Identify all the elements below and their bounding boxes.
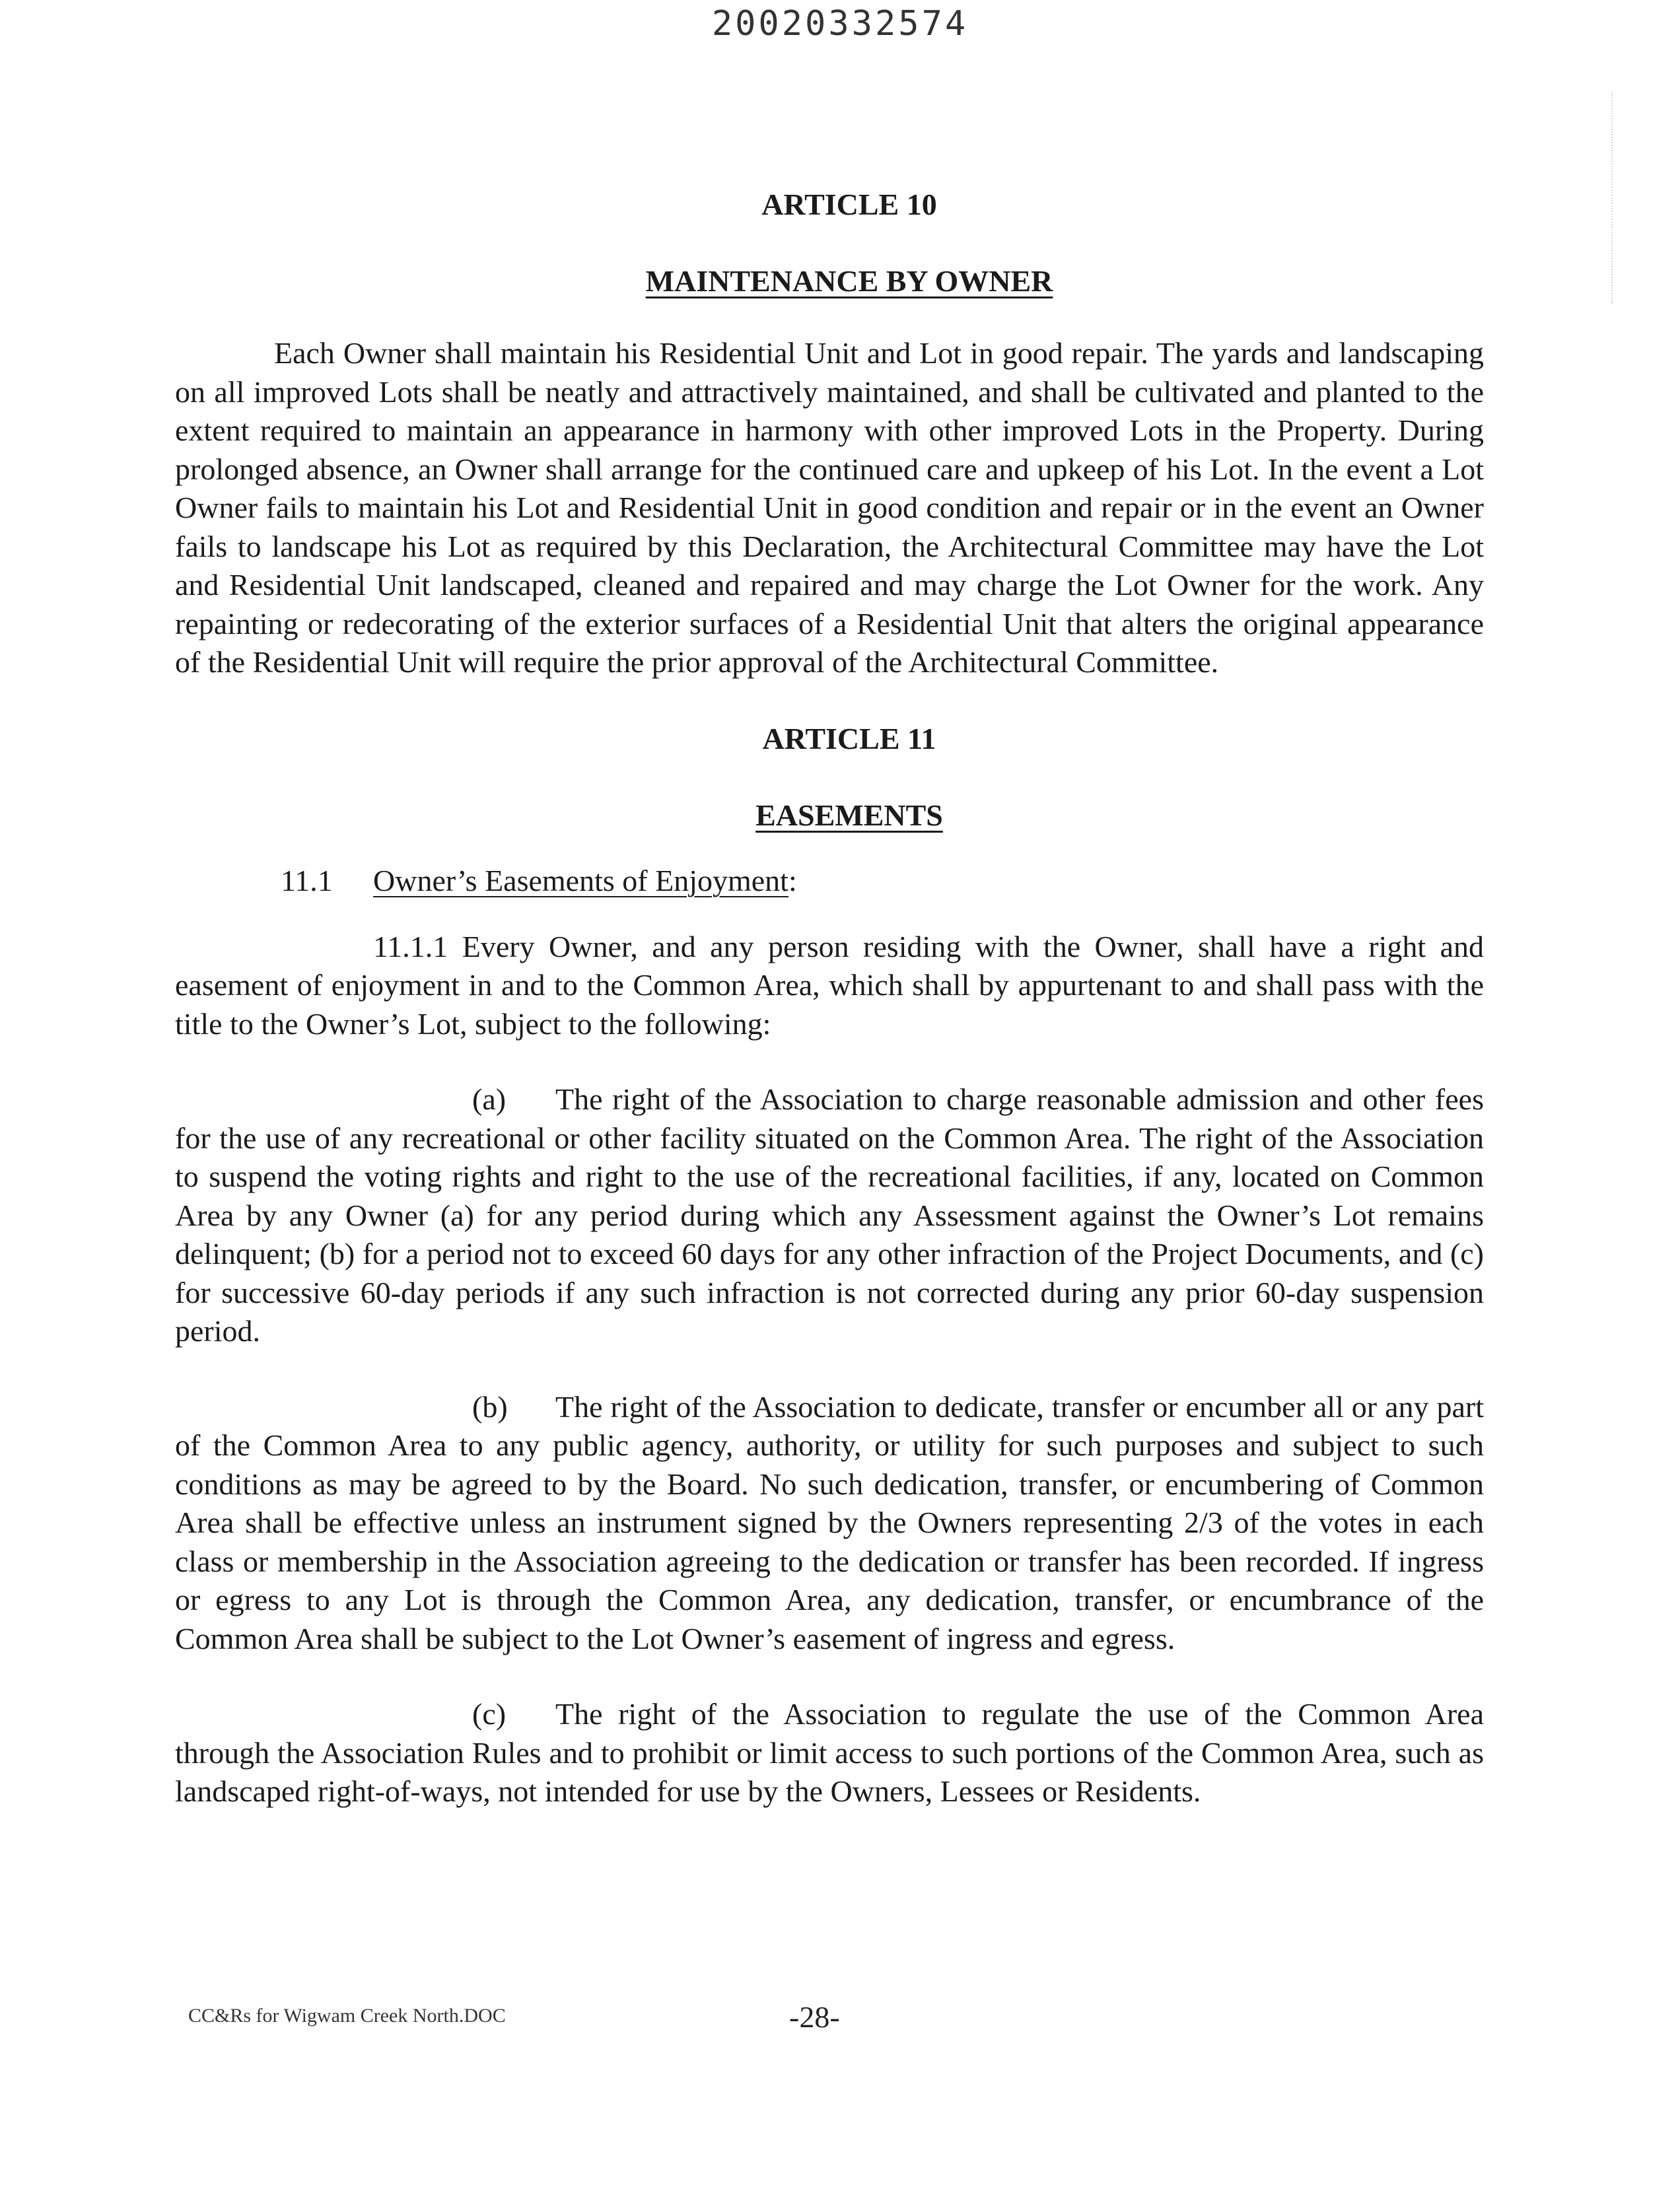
item-c-text: The right of the Association to regulate the use of the Common Area through the Association Rules and to prohibit or limit access to such portions of the Common Area, such as landscaped right-of-ways, not intended for use by the Owners, Lessees or Residents. xyxy=(175,1697,1484,1808)
scan-margin-marks xyxy=(1611,92,1626,304)
item-b-label: (b) xyxy=(472,1389,508,1424)
article-11-title xyxy=(175,796,1484,835)
item-b-text: The right of the Association to dedicate, transfer or encumber all or any part of the Common Area to any public agency, authority, or utility for such purposes and subject to such conditions as may be agreed to by the Board. No such dedication, transfer, or encumbering of Common Area shall be effective unless an instrument signed by the Owners representing 2/3 of the votes in each class or membership in the Association agreeing to the dedication or transfer has been recorded. If ingress or egress to any Lot is through the Common Area, any dedication, transfer, or encumbrance of the Common Area shall be subject to the Lot Owner’s easement of ingress and egress. xyxy=(175,1389,1484,1655)
footer-file-name: CC&Rs for Wigwam Creek North.DOC xyxy=(188,2005,506,2027)
article-11-heading: ARTICLE 11 xyxy=(762,721,936,755)
section-number: 11.1 xyxy=(281,863,333,897)
article-10-title-text: MAINTENANCE BY OWNER xyxy=(645,264,1053,298)
page-content xyxy=(175,185,1484,1811)
footer-page-number: -28- xyxy=(789,2000,840,2034)
article-11-title-text: EASEMENTS xyxy=(755,798,943,832)
article-10-title xyxy=(175,261,1484,301)
item-a-text: The right of the Association to charge reasonable admission and other fees for the use of any recreational or other facility situated on the Common Area. The right of the Association to suspend the voting rights and right to the use of the recreational facilities, if any, located on Common Area by any Owner (a) for any period during which any Assessment against the Owner’s Lot remains delinquent; (b) for a period not to exceed 60 days for any other infraction of the Project Documents, and (c) for successive 60-day periods if any such infraction is not corrected during any prior 60-day suspension period. xyxy=(175,1082,1484,1348)
article-10-paragraph: Each Owner shall maintain his Residential Unit and Lot in good repair. The yards and landscaping on all improved Lots shall be neatly and attractively maintained, and shall be cultivated and planted to the extent required to maintain an appearance in harmony with other improved Lots in the Property. During prolonged absence, an Owner shall arrange for the continued care and upkeep of his Lot. In the event a Lot Owner fails to maintain his Lot and Residential Unit in good condition and repair or in the event an Owner fails to landscape his Lot as required by this Declaration, the Architectural Committee may have the Lot and Residential Unit landscaped, cleaned and repaired and may charge the Lot Owner for the work. Any repainting or redecorating of the exterior surfaces of a Residential Unit that alters the original appearance of the Residential Unit will require the prior approval of the Architectural Committee. xyxy=(175,336,1484,679)
section-11-1 xyxy=(175,862,1484,900)
item-b xyxy=(175,1388,1484,1659)
footer xyxy=(188,2005,506,2027)
subsection-11-1-1: 11.1.1 Every Owner, and any person residing with the Owner, shall have a right and easement of enjoyment in and to the Common Area, which shall by appurtenant to and shall pass with the title to the Owner’s Lot, subject to the following: xyxy=(175,929,1484,1041)
section-title-suffix: : xyxy=(788,863,797,897)
item-a-label: (a) xyxy=(472,1082,507,1116)
document-number: 20020332574 xyxy=(711,4,969,44)
item-a xyxy=(175,1080,1484,1351)
item-c-label: (c) xyxy=(472,1697,507,1731)
article-10-heading: ARTICLE 10 xyxy=(761,188,937,221)
item-c xyxy=(175,1695,1484,1811)
section-title: Owner’s Easements of Enjoyment xyxy=(373,863,788,897)
